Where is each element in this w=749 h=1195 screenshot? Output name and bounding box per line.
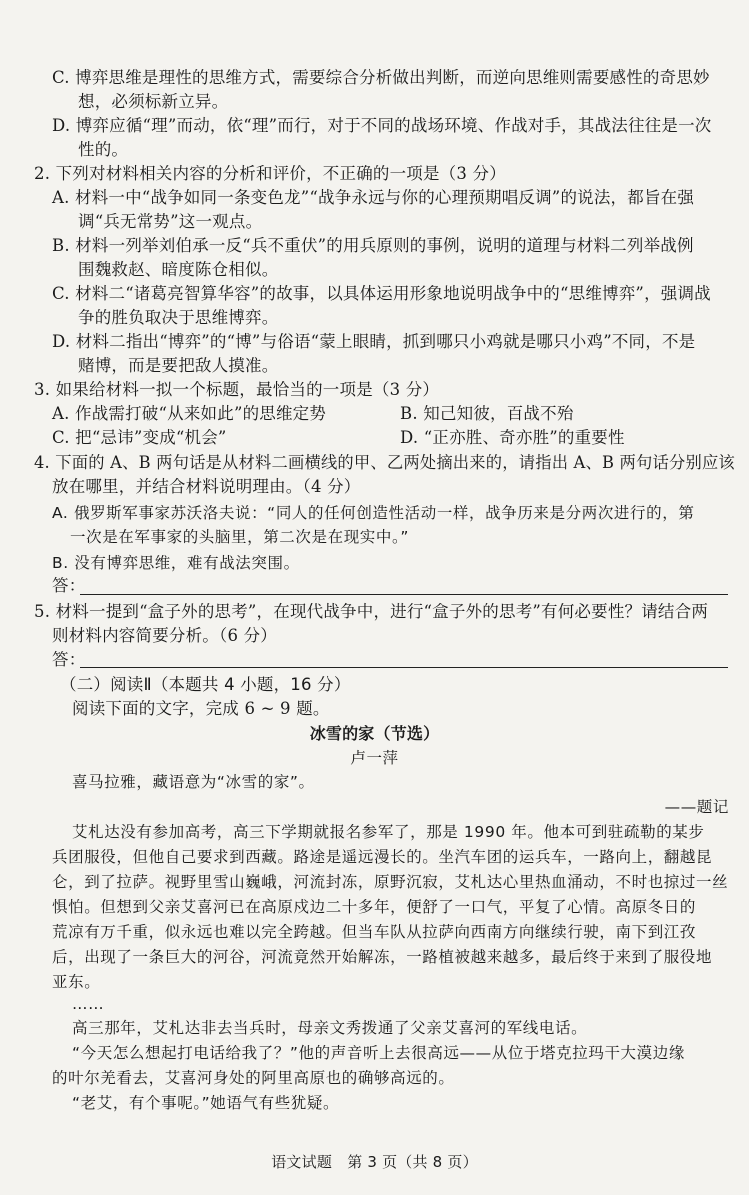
article-author: 卢一萍 [350,749,399,767]
q2-option-c-line-2: 争的胜负取决于思维博弈。 [78,308,279,327]
question-5-stem-line-2: 则材料内容简要分析。（6 分） [52,626,277,645]
paragraph-1-line-5: 荒凉有万千重，似永远也难以完全跨越。但当车队从拉萨向西南方向继续行驶，南下到江孜 [52,923,697,941]
paragraph-1-line-2: 兵团服役，但他自己要求到西藏。路途是遥远漫长的。坐汽车团的运兵车，一路向上，翻越昆 [52,848,713,866]
paragraph-3-line-1: “今天怎么想起打电话给我了？”他的声音听上去很高远——从位于塔克拉玛干大漠边缘 [72,1044,685,1062]
q2-option-a-line-1: A. 材料一中“战争如同一条变色龙”“战争永远与你的心理预期唱反调”的说法，都旨在强 [52,188,695,207]
article-title: 冰雪的家（节选） [309,724,440,743]
paragraph-1-line-1: 艾札达没有参加高考，高三下学期就报名参军了，那是 1990 年。他本可到驻疏勒的某步 [72,823,705,841]
paragraph-1-line-4: 惧怕。但想到父亲艾喜河已在高原戍边二十多年，便舒了一口气，平复了心情。高原冬日的 [52,898,697,916]
paragraph-1-line-7: 亚东。 [52,973,101,991]
page-footer: 语文试题 第 3 页（共 8 页） [271,1153,478,1171]
q2-option-c-line-1: C. 材料二“诸葛亮智算华容”的故事，以具体运用形象地说明战争中的“思维博弈”，强调战 [52,284,711,303]
q4-answer-label: 答： [52,576,86,595]
question-4-stem-line-2: 放在哪里，并结合材料说明理由。（4 分） [52,477,361,496]
paragraph-2: 高三那年，艾札达非去当兵时，母亲文秀拨通了父亲艾喜河的军线电话。 [72,1019,588,1037]
option-c-line-1: C. 博弈思维是理性的思维方式，需要综合分析做出判断，而逆向思维则需要感性的奇思妙 [52,68,710,87]
q4-answer-line[interactable] [80,594,728,595]
reading-2-instruction: 阅读下面的文字，完成 6 ~ 9 题。 [72,699,330,718]
q2-option-a-line-2: 调“兵无常势”这一观点。 [78,212,263,231]
question-5-stem-line-1: 5. 材料一提到“盒子外的思考”，在现代战争中，进行“盒子外的思考”有何必要性？请结合两 [34,602,709,621]
q2-option-d-line-1: D. 材料二指出“博弈”的“博”与俗语“蒙上眼睛，抓到哪只小鸡就是哪只小鸡”不同，不是 [52,332,696,351]
question-3-stem: 3. 如果给材料一拟一个标题，最恰当的一项是（3 分） [34,380,440,399]
option-d-line-2: 性的。 [78,140,129,159]
option-d-line-1: D. 博弈应循“理”而动，依“理”而行，对于不同的战场环境、作战对手，其战法往往是一次 [52,116,712,135]
paragraph-1-line-6: 后，出现了一条巨大的河谷，河流竟然开始解冻，一路植被越来越多，最后终于来到了服役地 [52,948,713,966]
q2-option-d-line-2: 赌博，而是要把敌人摸准。 [78,356,279,375]
question-2-stem: 2. 下列对材料相关内容的分析和评价，不正确的一项是（3 分） [34,164,506,183]
paragraph-1-line-3: 仑，到了拉萨。视野里雪山巍峨，河流封冻，原野沉寂，艾札达心里热血涌动，不时也掠过一丝 [52,873,729,891]
paragraph-3-line-2: 的叶尔羌看去，艾喜河身处的阿里高原也的确够高远的。 [52,1069,455,1087]
q3-option-a: A. 作战需打破“从来如此”的思维定势 [52,404,327,423]
q2-option-b-line-1: B. 材料一列举刘伯承一反“兵不重伏”的用兵原则的事例，说明的道理与材料二列举战例 [52,236,694,255]
epigraph-source: ——题记 [664,798,729,816]
q4-sentence-a-line-2: 一次是在军事家的头脑里，第二次是在现实中。” [70,528,409,546]
q3-option-d: D. “正亦胜、奇亦胜”的重要性 [400,428,625,447]
q5-answer-line[interactable] [80,667,728,668]
ellipsis: …… [72,995,105,1013]
reading-2-header: （二）阅读Ⅱ（本题共 4 小题，16 分） [60,675,351,694]
option-c-line-2: 想，必须标新立异。 [78,92,229,111]
q5-answer-label: 答： [52,650,86,669]
paragraph-4: “老艾，有个事呢。”她语气有些犹疑。 [72,1094,340,1112]
q4-sentence-b: B. 没有博弈思维，难有战法突围。 [52,554,300,572]
q2-option-b-line-2: 围魏救赵、暗度陈仓相似。 [78,260,279,279]
q3-option-c: C. 把“忌讳”变成“机会” [52,428,227,447]
epigraph: 喜马拉雅，藏语意为“冰雪的家”。 [72,773,315,791]
q3-option-b: B. 知己知彼，百战不殆 [400,404,574,423]
question-4-stem-line-1: 4. 下面的 A、B 两句话是从材料二画横线的甲、乙两处摘出来的，请指出 A、B 两句话分别应该 [34,453,735,472]
q4-sentence-a-line-1: A. 俄罗斯军事家苏沃洛夫说：“同人的任何创造性活动一样，战争历来是分两次进行的，第 [52,504,695,522]
